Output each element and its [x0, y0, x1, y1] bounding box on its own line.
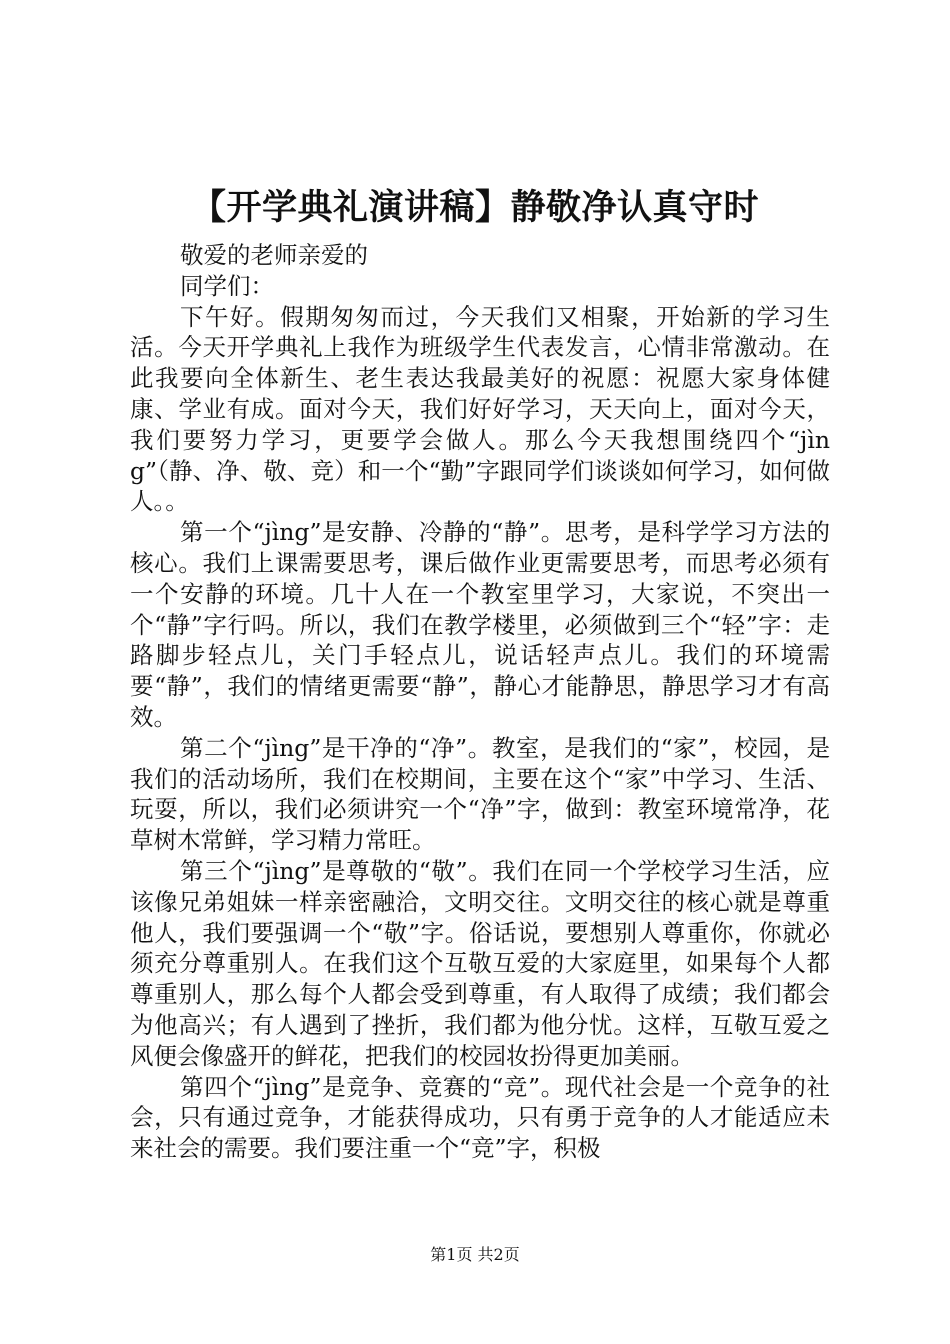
- page-footer: 第1页 共2页: [430, 1245, 520, 1264]
- paragraph-third-jing: 第三个“jìng”是尊敬的“敬”。我们在同一个学校学习生活，应该像兄弟姐妹一样亲密融洽，文明交往。文明交往的核心就是尊重他人，我们要强调一个“敬”字。俗话说，要想别人尊重你，你就必须充分尊重别人。在我们这个互敬互爱的大家庭里，如果每个人都尊重别人，那么每个人都会受到尊重，有人取得了成绩；我们都会为他高兴；有人遇到了挫折，我们都为他分忧。这样，互敬互爱之风便会像盛开的鲜花，把我们的校园妆扮得更加美丽。: [130, 856, 830, 1070]
- document-title: 【开学典礼演讲稿】静敬净认真守时: [190, 187, 759, 228]
- paragraph-intro: 下午好。假期匆匆而过，今天我们又相聚，开始新的学习生活。今天开学典礼上我作为班级学生代表发言，心情非常激动。在此我要向全体新生、老生表达我最美好的祝愿：祝愿大家身体健康、学业有成。面对今天，我们好好学习，天天向上，面对今天，我们要努力学习，更要学会做人。那么今天我想围绕四个“jìng”（静、净、敬、竞）和一个“勤”字跟同学们谈谈如何学习，如何做人。。: [130, 302, 830, 516]
- paragraph-greeting: 敬爱的老师亲爱的: [180, 241, 368, 269]
- paragraph-second-jing: 第二个“jìng”是干净的“净”。教室，是我们的“家”，校园，是我们的活动场所，我们在校期间，主要在这个“家”中学习、生活、玩耍，所以，我们必须讲究一个“净”字，做到：教室环境常净，花草树木常鲜，学习精力常旺。: [130, 733, 830, 855]
- document-body: [130, 240, 830, 1164]
- paragraph-greeting-cont: 同学们：: [180, 271, 274, 300]
- paragraph-fourth-jing: 第四个“jìng”是竞争、竞赛的“竞”。现代社会是一个竞争的社会，只有通过竞争，才能获得成功，只有勇于竞争的人才能适应未来社会的需要。我们要注重一个“竞”字，积极: [130, 1072, 830, 1163]
- paragraph-first-jing: 第一个“jìng”是安静、冷静的“静”。思考，是科学学习方法的核心。我们上课需要思考，课后做作业更需要思考，而思考必须有一个安静的环境。几十人在一个教室里学习，大家说，不突出一个“静”字行吗。所以，我们在教学楼里，必须做到三个“轻”字：走路脚步轻点儿，关门手轻点儿，说话轻声点儿。我们的环境需要“静”，我们的情绪更需要“静”，静心才能静思，静思学习才有高效。: [130, 518, 830, 731]
